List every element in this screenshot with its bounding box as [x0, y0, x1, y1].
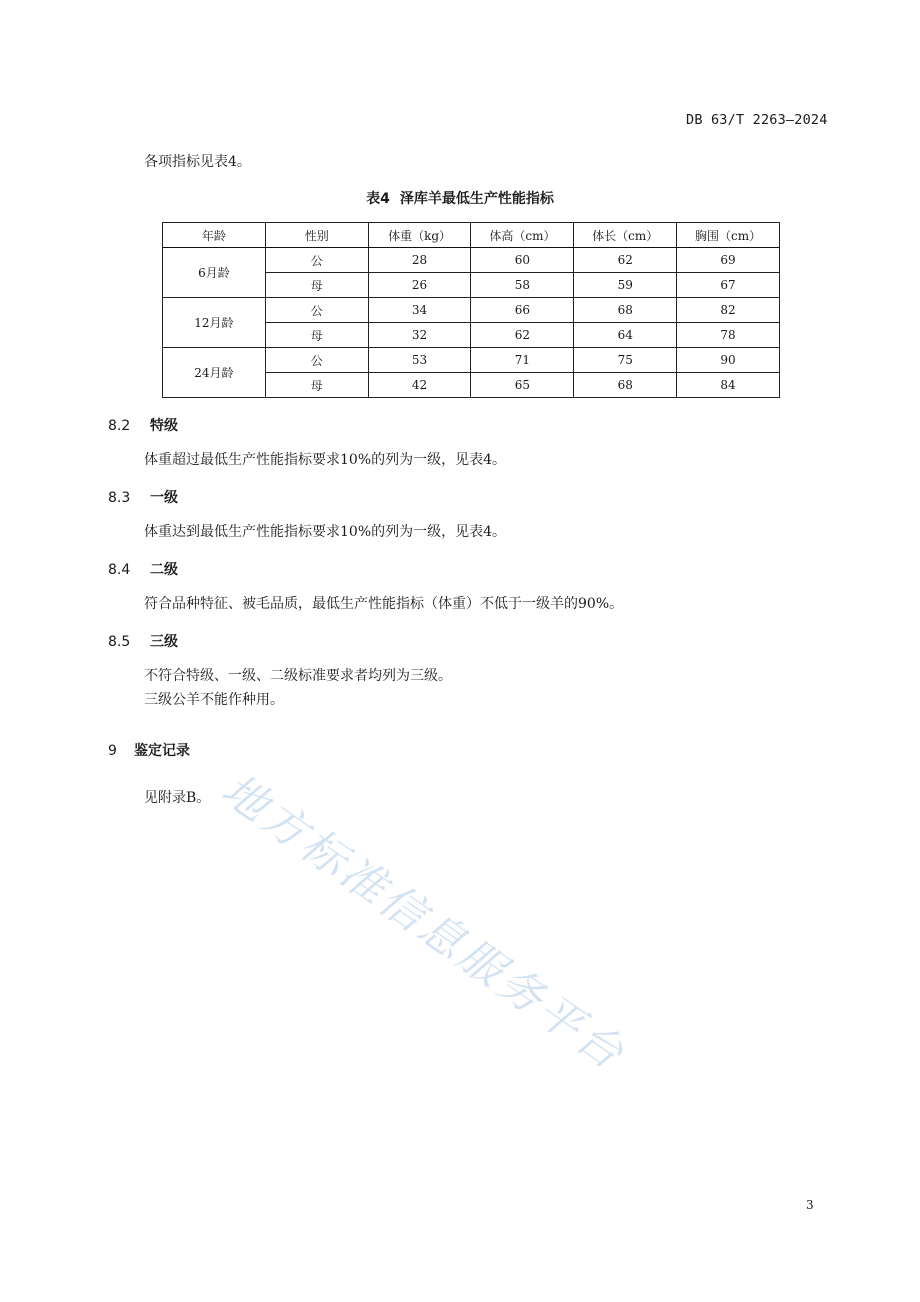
age-cell: 6月龄 — [163, 248, 266, 298]
watermark: 地方标准信息服务平台 — [212, 764, 635, 1082]
height-cell: 71 — [471, 348, 574, 373]
height-cell: 66 — [471, 298, 574, 323]
section-heading-8-4 — [108, 559, 178, 579]
weight-cell: 32 — [368, 323, 471, 348]
length-cell: 75 — [574, 348, 677, 373]
weight-cell: 28 — [368, 248, 471, 273]
chest-cell: 69 — [677, 248, 780, 273]
height-cell: 60 — [471, 248, 574, 273]
chest-cell: 84 — [677, 373, 780, 398]
length-cell: 68 — [574, 373, 677, 398]
height-cell: 65 — [471, 373, 574, 398]
chest-cell: 82 — [677, 298, 780, 323]
table-caption-label: 表4 — [366, 191, 390, 207]
section-heading-8-5 — [108, 631, 178, 651]
section-8-5-text-1: 不符合特级、一级、二级标准要求者均列为三级。 — [144, 668, 452, 684]
length-cell: 59 — [574, 273, 677, 298]
section-heading-8-3 — [108, 487, 178, 507]
section-title: 鉴定记录 — [134, 743, 190, 759]
section-number: 8.2 — [108, 418, 131, 434]
age-cell: 12月龄 — [163, 298, 266, 348]
length-cell: 64 — [574, 323, 677, 348]
table-row — [163, 298, 780, 323]
weight-cell: 42 — [368, 373, 471, 398]
chest-cell: 67 — [677, 273, 780, 298]
section-heading-8-2 — [108, 415, 178, 435]
length-cell: 62 — [574, 248, 677, 273]
section-title: 二级 — [150, 562, 178, 578]
sex-cell: 公 — [265, 348, 368, 373]
column-header: 年龄 — [163, 223, 266, 248]
section-9-text: 见附录B。 — [144, 790, 211, 806]
column-header: 体长（cm） — [574, 223, 677, 248]
age-cell: 24月龄 — [163, 348, 266, 398]
page-number: 3 — [806, 1198, 814, 1212]
height-cell: 62 — [471, 323, 574, 348]
table-row — [163, 248, 780, 273]
sex-cell: 母 — [265, 273, 368, 298]
intro-paragraph: 各项指标见表4。 — [144, 154, 251, 170]
section-8-2-text: 体重超过最低生产性能指标要求10%的列为一级，见表4。 — [144, 452, 507, 468]
chest-cell: 90 — [677, 348, 780, 373]
weight-cell: 34 — [368, 298, 471, 323]
column-header: 胸围（cm） — [677, 223, 780, 248]
section-number: 8.5 — [108, 634, 131, 650]
sex-cell: 母 — [265, 373, 368, 398]
column-header: 体高（cm） — [471, 223, 574, 248]
section-number: 9 — [108, 743, 117, 759]
chest-cell: 78 — [677, 323, 780, 348]
section-8-4-text: 符合品种特征、被毛品质，最低生产性能指标（体重）不低于一级羊的90%。 — [144, 596, 624, 612]
column-header: 体重（kg） — [368, 223, 471, 248]
table-caption — [0, 188, 920, 208]
height-cell: 58 — [471, 273, 574, 298]
sex-cell: 公 — [265, 298, 368, 323]
standard-code: DB 63/T 2263—2024 — [686, 112, 828, 128]
column-header: 性别 — [265, 223, 368, 248]
table-header-row — [163, 223, 780, 248]
sex-cell: 公 — [265, 248, 368, 273]
length-cell: 68 — [574, 298, 677, 323]
section-number: 8.4 — [108, 562, 131, 578]
section-title: 一级 — [150, 490, 178, 506]
section-8-5-text-2: 三级公羊不能作种用。 — [144, 692, 284, 708]
performance-table — [162, 222, 780, 398]
table-caption-title: 泽库羊最低生产性能指标 — [399, 191, 554, 207]
section-title: 特级 — [150, 418, 178, 434]
section-heading-9 — [108, 740, 190, 760]
weight-cell: 53 — [368, 348, 471, 373]
table-row — [163, 348, 780, 373]
weight-cell: 26 — [368, 273, 471, 298]
section-title: 三级 — [150, 634, 178, 650]
section-number: 8.3 — [108, 490, 131, 506]
section-8-3-text: 体重达到最低生产性能指标要求10%的列为一级，见表4。 — [144, 524, 507, 540]
sex-cell: 母 — [265, 323, 368, 348]
